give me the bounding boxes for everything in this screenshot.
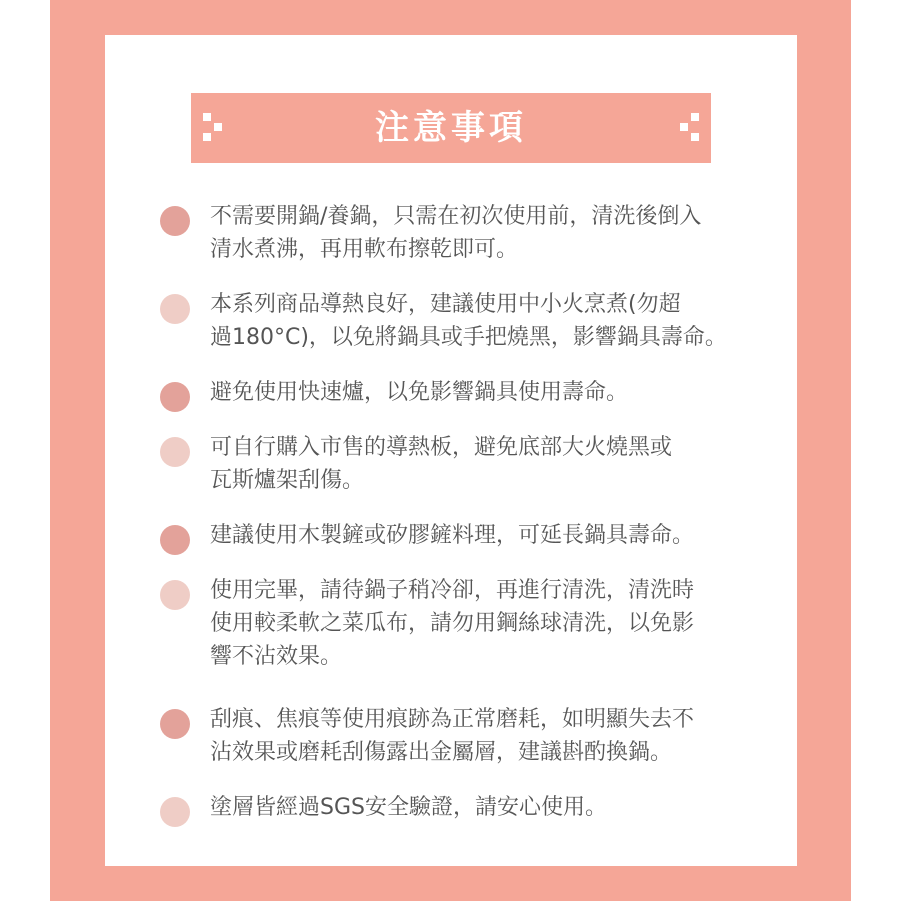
bullet-dot-icon (160, 797, 190, 827)
bullet-dot-icon (160, 206, 190, 236)
bullet-dot-icon (160, 437, 190, 467)
bullet-dot-icon (160, 382, 190, 412)
note-text: 使用完畢，請待鍋子稍冷卻，再進行清洗，清洗時 使用較柔軟之菜瓜布，請勿用鋼絲球清洗，以免影 響不沾效果。 (210, 578, 695, 669)
note-text: 本系列商品導熱良好，建議使用中小火烹煮(勿超 過180°C)，以免將鍋具或手把燒黑，影響鍋具壽命。 (210, 292, 727, 350)
bullet-dot-icon (160, 580, 190, 610)
note-text: 可自行購入市售的導熱板，避免底部大火燒黑或 瓦斯爐架刮傷。 (210, 435, 673, 493)
note-text: 塗層皆經過SGS安全驗證，請安心使用。 (210, 795, 607, 820)
bullet-dot-icon (160, 525, 190, 555)
title-banner (191, 93, 711, 163)
bullet-dot-icon (160, 709, 190, 739)
note-text: 刮痕、焦痕等使用痕跡為正常磨耗，如明顯失去不 沾效果或磨耗刮傷露出金屬層，建議斟酌換鍋。 (210, 707, 695, 765)
note-text: 建議使用木製鏟或矽膠鏟料理，可延長鍋具壽命。 (210, 523, 695, 548)
pixel-square-icon (672, 110, 706, 144)
note-text: 不需要開鍋/養鍋，只需在初次使用前，清洗後倒入 清水煮沸，再用軟布擦乾即可。 (210, 204, 702, 262)
page-title: 注意事項 (375, 108, 527, 148)
note-text: 避免使用快速爐，以免影響鍋具使用壽命。 (210, 380, 629, 405)
bullet-dot-icon (160, 294, 190, 324)
